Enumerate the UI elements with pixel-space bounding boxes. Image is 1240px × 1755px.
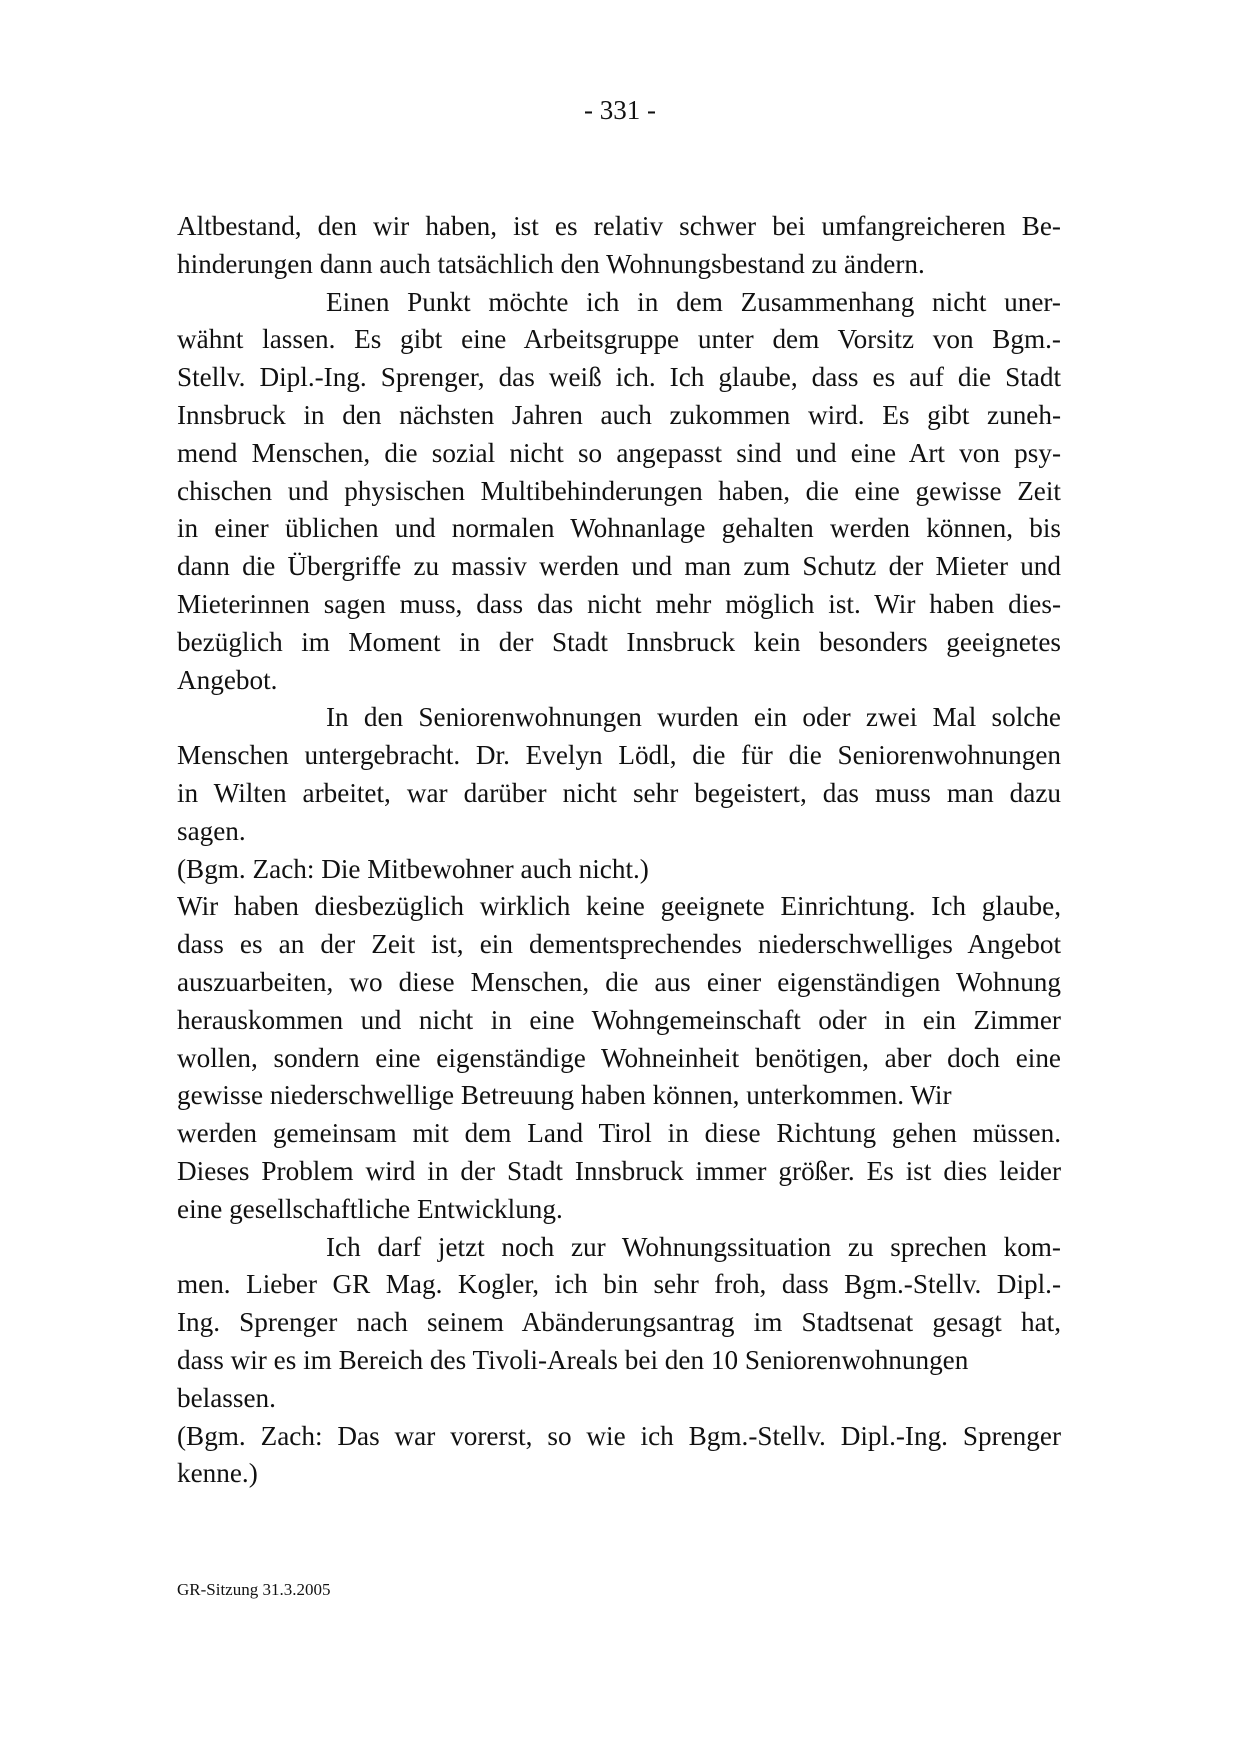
text-line: in einer üblichen und normalen Wohnanlage gehalten werden können, bis — [177, 513, 1061, 544]
text-line: Dieses Problem wird in der Stadt Innsbruck immer größer. Es ist dies leider — [177, 1155, 1061, 1186]
text-line: In den Seniorenwohnungen wurden ein oder zwei Mal solche — [326, 702, 1061, 733]
text-line: Innsbruck in den nächsten Jahren auch zukommen wird. Es gibt zuneh- — [177, 399, 1061, 430]
text-line: Angebot. — [177, 664, 278, 695]
text-line: wollen, sondern eine eigenständige Wohneinheit benötigen, aber doch eine — [177, 1042, 1061, 1073]
text-line: werden gemeinsam mit dem Land Tirol in diese Richtung gehen müssen. — [177, 1118, 1061, 1149]
text-line: hinderungen dann auch tatsächlich den Wohnungsbestand zu ändern. — [177, 248, 925, 279]
text-line: Altbestand, den wir haben, ist es relativ schwer bei umfangreicheren Be- — [177, 211, 1061, 241]
text-line: (Bgm. Zach: Das war vorerst, so wie ich Bgm.-Stellv. Dipl.-Ing. Sprenger — [177, 1420, 1061, 1451]
text-line: wähnt lassen. Es gibt eine Arbeitsgruppe unter dem Vorsitz von Bgm.- — [177, 324, 1061, 355]
text-line: dass es an der Zeit ist, ein dementsprechendes niederschwelliges Angebot — [177, 929, 1061, 960]
text-line: dann die Übergriffe zu massiv werden und man zum Schutz der Mieter und — [177, 551, 1061, 582]
document-body — [177, 208, 1061, 1493]
text-line: sagen. — [177, 815, 246, 846]
text-line: mend Menschen, die sozial nicht so angepasst sind und eine Art von psy- — [177, 437, 1061, 468]
text-line: Einen Punkt möchte ich in dem Zusammenhang nicht uner- — [326, 286, 1061, 317]
text-line: herauskommen und nicht in eine Wohngemeinschaft oder in ein Zimmer — [177, 1004, 1061, 1035]
page-number: - 331 - — [584, 95, 656, 125]
text-line: Wir haben diesbezüglich wirklich keine geeignete Einrichtung. Ich glaube, — [177, 891, 1061, 922]
text-line: Ing. Sprenger nach seinem Abänderungsantrag im Stadtsenat gesagt hat, — [177, 1307, 1061, 1338]
footer-session-date: GR-Sitzung 31.3.2005 — [177, 1580, 331, 1599]
text-line: Menschen untergebracht. Dr. Evelyn Lödl, die für die Seniorenwohnungen — [177, 740, 1061, 771]
text-line: Stellv. Dipl.-Ing. Sprenger, das weiß ich. Ich glaube, dass es auf die Stadt — [177, 362, 1061, 393]
text-line: auszuarbeiten, wo diese Menschen, die aus einer eigenständigen Wohnung — [177, 966, 1061, 997]
text-line: (Bgm. Zach: Die Mitbewohner auch nicht.) — [177, 853, 649, 884]
text-line: gewisse niederschwellige Betreuung haben können, unterkommen. Wir — [177, 1080, 952, 1111]
text-line: Ich darf jetzt noch zur Wohnungssituation zu sprechen kom- — [326, 1231, 1061, 1262]
text-line: dass wir es im Bereich des Tivoli-Areals bei den 10 Seniorenwohnungen — [177, 1344, 969, 1375]
text-line: kenne.) — [177, 1458, 258, 1489]
text-line: men. Lieber GR Mag. Kogler, ich bin sehr froh, dass Bgm.-Stellv. Dipl.- — [177, 1269, 1061, 1300]
text-line: belassen. — [177, 1382, 276, 1413]
text-line: Mieterinnen sagen muss, dass das nicht mehr möglich ist. Wir haben dies- — [177, 588, 1061, 619]
text-line: chischen und physischen Multibehinderungen haben, die eine gewisse Zeit — [177, 475, 1061, 506]
text-line: in Wilten arbeitet, war darüber nicht sehr begeistert, das muss man dazu — [177, 777, 1061, 808]
text-line: bezüglich im Moment in der Stadt Innsbruck kein besonders geeignetes — [177, 626, 1061, 657]
text-line: eine gesellschaftliche Entwicklung. — [177, 1193, 563, 1224]
